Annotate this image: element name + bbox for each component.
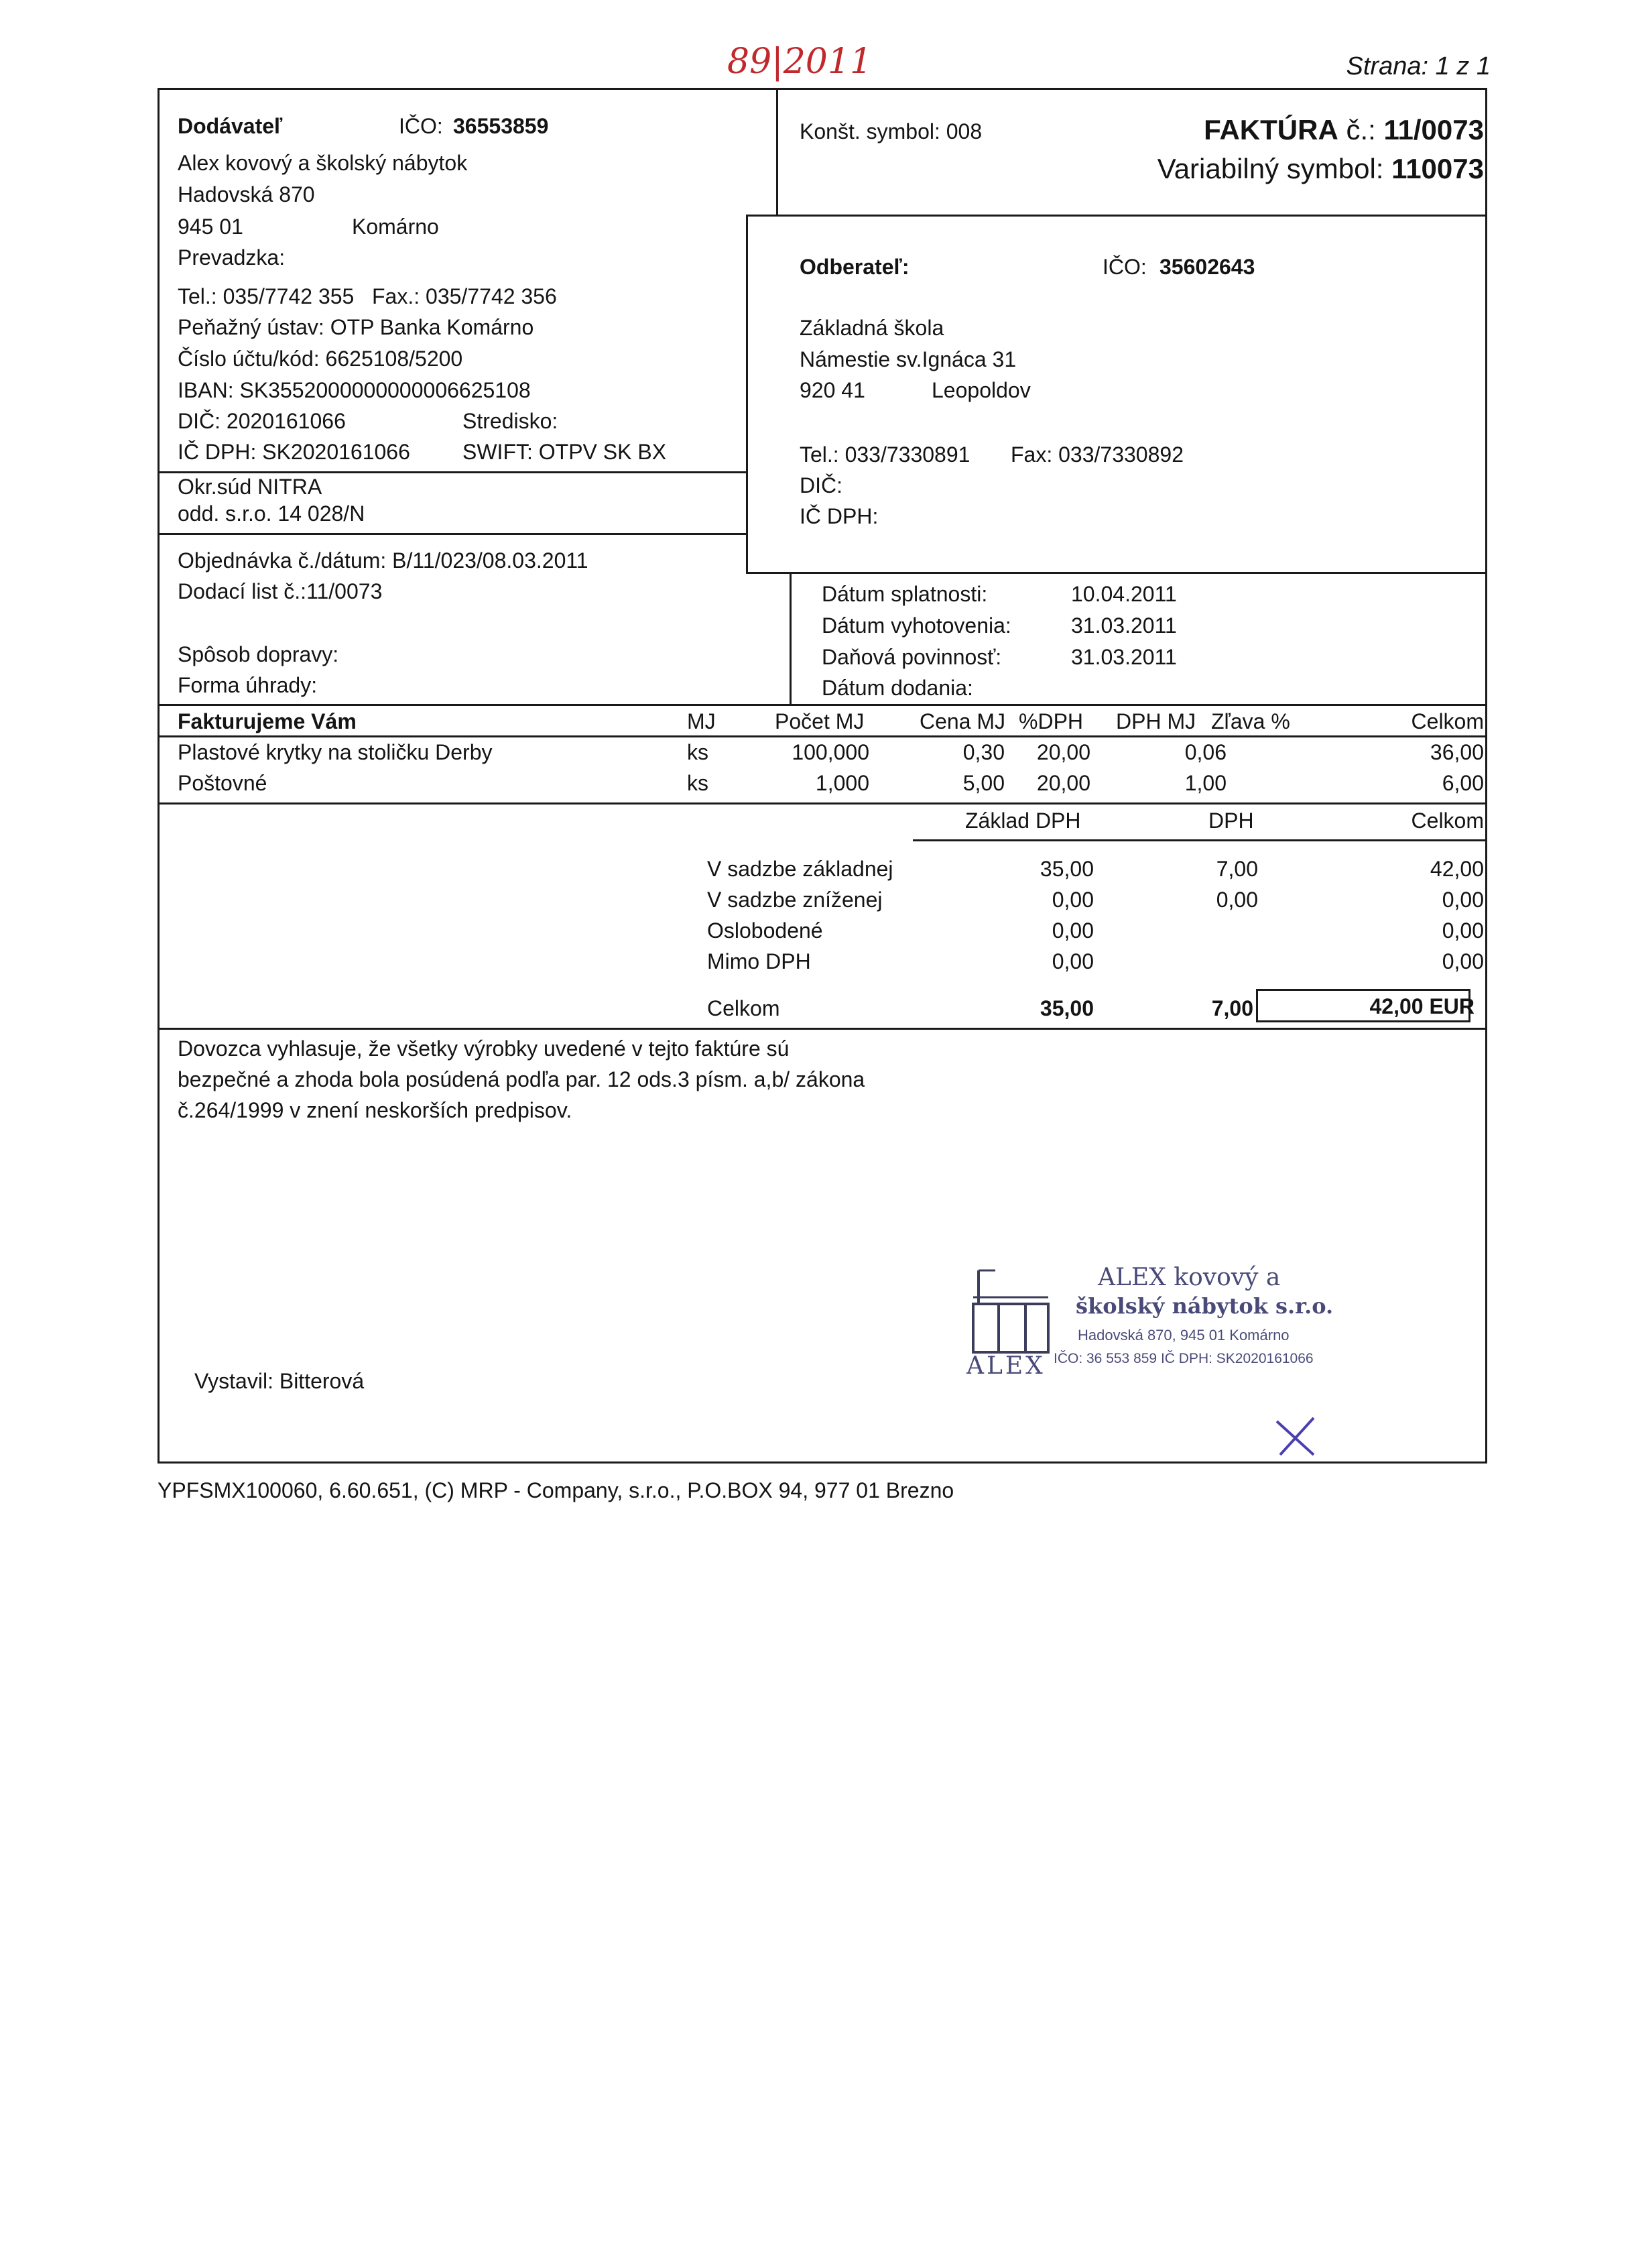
items-header-line xyxy=(158,735,1487,737)
summary-base: 0,00 xyxy=(1052,918,1094,943)
frame-left-line xyxy=(158,88,160,1464)
customer-dic: DIČ: xyxy=(800,473,842,497)
supplier-dic: DIČ: 2020161066 xyxy=(178,409,346,433)
summary-base: 0,00 xyxy=(1052,949,1094,973)
customer-name: Základná škola xyxy=(800,316,944,340)
invoice-label: FAKTÚRA xyxy=(1204,114,1338,145)
customer-ic-dph: IČ DPH: xyxy=(800,504,879,528)
supplier-section: odd. s.r.o. 14 028/N xyxy=(178,501,365,526)
customer-ico-label: IČO: xyxy=(1103,255,1147,279)
date-delivery-label: Dátum dodania: xyxy=(822,676,973,700)
frame-right-line xyxy=(1485,88,1487,1464)
date-tax-label: Daňová povinnosť: xyxy=(822,645,1002,669)
frame-top-line xyxy=(158,88,1487,90)
col-header-price: Cena MJ xyxy=(920,709,1006,733)
summary-header-line xyxy=(913,839,1487,841)
supplier-account: Číslo účtu/kód: 6625108/5200 xyxy=(178,347,463,371)
supplier-iban: IBAN: SK3552000000000006625108 xyxy=(178,378,531,402)
customer-box-bottom xyxy=(746,572,1487,574)
item-vat-unit: 0,06 xyxy=(1184,740,1227,764)
invoice-number: 11/0073 xyxy=(1383,114,1484,145)
item-price: 0,30 xyxy=(962,740,1005,764)
items-bottom-line xyxy=(158,802,1487,804)
customer-ico: 35602643 xyxy=(1159,255,1255,279)
summary-total-base: 35,00 xyxy=(1040,996,1094,1020)
supplier-court-line xyxy=(158,471,747,473)
item-total: 36,00 xyxy=(1430,740,1484,764)
supplier-ico: 36553859 xyxy=(453,114,549,138)
supplier-center: Stredisko: xyxy=(462,409,558,433)
item-unit: ks xyxy=(687,740,708,764)
summary-label: Mimo DPH xyxy=(707,949,811,973)
summary-total: 0,00 xyxy=(1442,888,1484,912)
supplier-city: Komárno xyxy=(352,215,439,239)
summary-total: 0,00 xyxy=(1442,949,1484,973)
variable-symbol xyxy=(1157,153,1484,185)
date-tax-value: 31.03.2011 xyxy=(1071,645,1177,669)
item-qty: 100,000 xyxy=(792,740,869,764)
customer-box-left xyxy=(746,215,748,574)
variable-symbol-value: 110073 xyxy=(1391,153,1484,184)
footer-text: YPFSMX100060, 6.60.651, (C) MRP - Company, s.r.o., P.O.BOX 94, 977 01 Brezno xyxy=(158,1478,954,1502)
date-due-label: Dátum splatnosti: xyxy=(822,582,988,606)
customer-box-top xyxy=(746,215,1487,217)
customer-city: Leopoldov xyxy=(932,378,1031,402)
item-name: Poštovné xyxy=(178,771,267,795)
supplier-swift: SWIFT: OTPV SK BX xyxy=(462,440,667,464)
handwritten-reference: 89|2011 xyxy=(727,42,873,82)
supplier-street: Hadovská 870 xyxy=(178,182,315,206)
supplier-zip: 945 01 xyxy=(178,215,243,239)
item-unit: ks xyxy=(687,771,708,795)
declaration-line-2: bezpečné a zhoda bola posúdená podľa par. 12 ods.3 písm. a,b/ zákona xyxy=(178,1067,865,1091)
date-due-value: 10.04.2011 xyxy=(1071,582,1177,606)
supplier-court: Okr.súd NITRA xyxy=(178,475,322,499)
customer-tel: Tel.: 033/7330891 xyxy=(800,442,970,467)
summary-total: 0,00 xyxy=(1442,918,1484,943)
delivery-note: Dodací list č.:11/0073 xyxy=(178,579,383,603)
header-divider xyxy=(776,88,778,215)
grand-total: 42,00 EUR xyxy=(1369,994,1475,1018)
payment-method: Forma úhrady: xyxy=(178,673,318,697)
summary-base: 35,00 xyxy=(1040,857,1094,881)
items-top-line xyxy=(158,704,1487,706)
invoice-number-label: č.: xyxy=(1346,114,1376,145)
supplier-name: Alex kovový a školský nábytok xyxy=(178,151,468,175)
konst-symbol: Konšt. symbol: 008 xyxy=(800,119,983,143)
summary-total-label: Celkom xyxy=(707,996,780,1020)
stamp-line-2: školský nábytok s.r.o. xyxy=(1076,1293,1334,1319)
summary-total: 42,00 xyxy=(1430,857,1484,881)
date-issue-label: Dátum vyhotovenia: xyxy=(822,613,1011,638)
stamp-line-4: IČO: 36 553 859 IČ DPH: SK2020161066 xyxy=(1054,1351,1314,1366)
item-vat-pct: 20,00 xyxy=(1036,771,1090,795)
customer-zip: 920 41 xyxy=(800,378,865,402)
supplier-ico-label: IČO: xyxy=(399,114,443,138)
summary-bottom-line xyxy=(158,1028,1487,1030)
summary-label: Oslobodené xyxy=(707,918,823,943)
col-header-vat-pct: %DPH xyxy=(1019,709,1084,733)
col-header-qty: Počet MJ xyxy=(775,709,865,733)
supplier-bank: Peňažný ústav: OTP Banka Komárno xyxy=(178,315,534,339)
page-number: Strana: 1 z 1 xyxy=(1346,52,1491,80)
stamp-logo-text: ALEX xyxy=(966,1352,1046,1380)
invoice-title xyxy=(1204,114,1484,146)
transport-method: Spôsob dopravy: xyxy=(178,642,339,666)
summary-col-base: Základ DPH xyxy=(965,809,1081,833)
col-header-unit: MJ xyxy=(687,709,716,733)
item-price: 5,00 xyxy=(962,771,1005,795)
date-issue-value: 31.03.2011 xyxy=(1071,613,1177,638)
item-name: Plastové krytky na stoličku Derby xyxy=(178,740,493,764)
summary-label: V sadzbe zníženej xyxy=(707,888,883,912)
summary-base: 0,00 xyxy=(1052,888,1094,912)
summary-total-vat: 7,00 xyxy=(1211,996,1253,1020)
issued-by: Vystavil: Bitterová xyxy=(194,1369,365,1393)
customer-street: Námestie sv.Ignáca 31 xyxy=(800,347,1017,371)
col-header-discount: Zľava % xyxy=(1211,709,1290,733)
item-vat-pct: 20,00 xyxy=(1036,740,1090,764)
summary-vat: 0,00 xyxy=(1216,888,1258,912)
supplier-ic-dph: IČ DPH: SK2020161066 xyxy=(178,440,410,464)
stamp-line-3: Hadovská 870, 945 01 Komárno xyxy=(1078,1327,1290,1344)
item-qty: 1,000 xyxy=(815,771,869,795)
company-stamp xyxy=(965,1264,1340,1398)
variable-symbol-label: Variabilný symbol: xyxy=(1157,153,1384,184)
col-header-item: Fakturujeme Vám xyxy=(178,709,357,733)
supplier-tel-fax: Tel.: 035/7742 355 Fax.: 035/7742 356 xyxy=(178,284,557,308)
supplier-facility: Prevadzka: xyxy=(178,245,286,270)
customer-fax: Fax: 033/7330892 xyxy=(1011,442,1184,467)
item-total: 6,00 xyxy=(1442,771,1484,795)
frame-bottom-line xyxy=(158,1461,1487,1464)
dates-divider xyxy=(790,574,792,705)
summary-col-vat: DPH xyxy=(1208,809,1254,833)
item-vat-unit: 1,00 xyxy=(1184,771,1227,795)
summary-vat: 7,00 xyxy=(1216,857,1258,881)
supplier-section-line xyxy=(158,533,747,535)
signature-mark xyxy=(1273,1415,1327,1461)
col-header-vat-unit: DPH MJ xyxy=(1116,709,1196,733)
customer-heading: Odberateľ: xyxy=(800,255,910,279)
order-line: Objednávka č./dátum: B/11/023/08.03.2011 xyxy=(178,548,588,573)
stamp-line-1: ALEX kovový a xyxy=(1098,1264,1281,1291)
declaration-line-3: č.264/1999 v znení neskorších predpisov. xyxy=(178,1098,572,1122)
col-header-total: Celkom xyxy=(1411,709,1484,733)
summary-label: V sadzbe základnej xyxy=(707,857,893,881)
declaration-line-1: Dovozca vyhlasuje, že všetky výrobky uvedené v tejto faktúre sú xyxy=(178,1036,790,1061)
summary-col-total: Celkom xyxy=(1411,809,1484,833)
supplier-heading: Dodávateľ xyxy=(178,114,283,138)
